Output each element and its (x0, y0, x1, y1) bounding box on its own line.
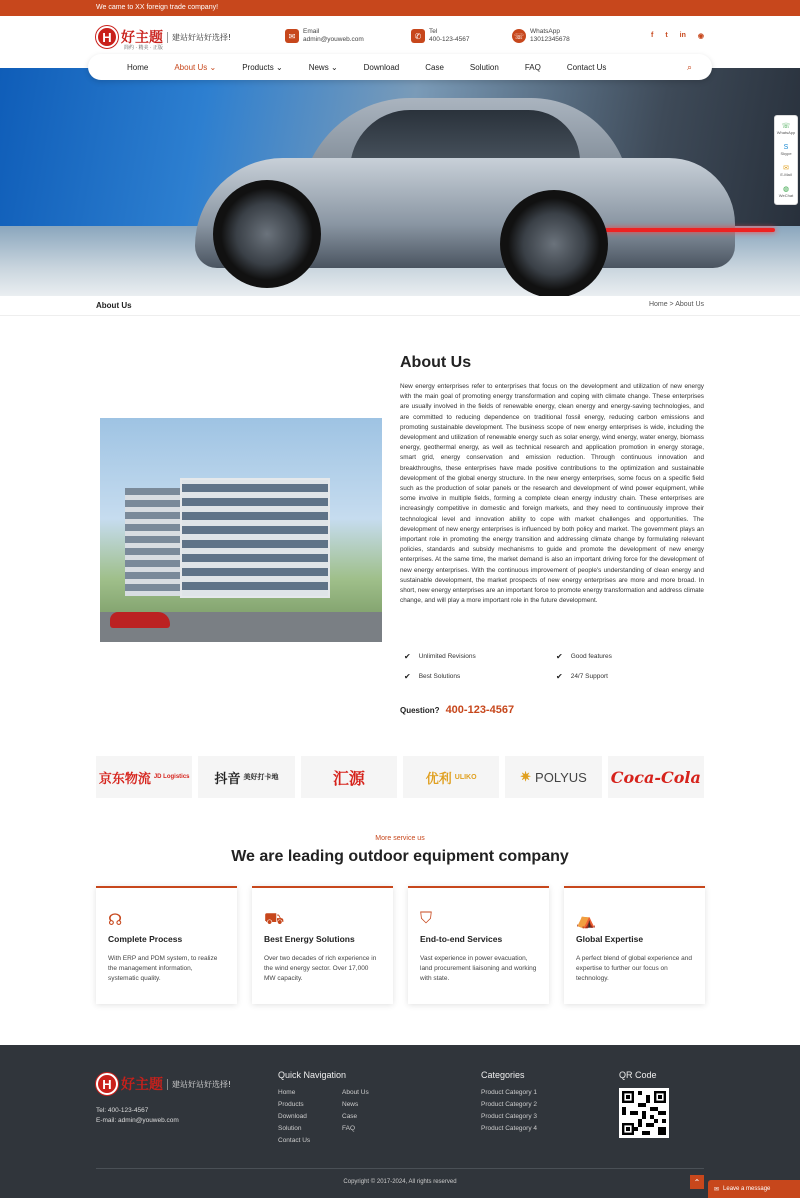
partner-logo[interactable]: Coca-Cola (608, 756, 704, 798)
partner-logo[interactable]: 抖音 美好打卡地 (198, 756, 294, 798)
back-to-top-button[interactable]: ⌃ (690, 1175, 704, 1189)
welcome-bar (0, 0, 800, 16)
logo-chinese-name: 好主题 (121, 1077, 163, 1093)
mail-icon: ✉ (285, 29, 299, 43)
footer-link[interactable]: Case (342, 1113, 358, 1120)
service-card-title: Complete Process (108, 934, 183, 944)
welcome-text: We came to XX foreign trade company! (96, 4, 219, 11)
partner-logo[interactable]: 汇源 (301, 756, 397, 798)
logo-badge: H (96, 26, 118, 48)
about-heading: About Us (400, 354, 472, 371)
social-links (651, 32, 704, 40)
check-icon: ✔ (404, 672, 411, 681)
service-card[interactable] (252, 886, 393, 1004)
contact-tel[interactable] (411, 28, 469, 44)
logo-subtitle: 简约 · 精美 · 正版 (124, 45, 163, 51)
contact-label: WhatsApp (530, 28, 560, 35)
service-card-desc: With ERP and PDM system, to realize the management information, systematic quality. (108, 955, 218, 982)
category-link[interactable]: Product Category 3 (481, 1113, 538, 1120)
categories-title: Categories (481, 1070, 525, 1080)
partner-logo[interactable]: ✷ POLYUS (505, 756, 601, 798)
twitter-icon[interactable]: t (665, 32, 668, 39)
question-line (400, 704, 514, 716)
footer-email[interactable]: E-mail: admin@youweb.com (96, 1117, 179, 1124)
qr-code-pattern (622, 1091, 666, 1135)
float-whatsapp[interactable]: ☏ WhatsApp (776, 123, 796, 135)
float-skype[interactable]: S Skype (780, 143, 792, 156)
contact-value: admin@youweb.com (303, 36, 364, 43)
whatsapp-icon: ☏ (512, 29, 526, 43)
red-car (110, 612, 170, 628)
logo-slogan: 建站好站好选择! (167, 1079, 231, 1090)
float-email[interactable]: ✉ E-Mail (780, 165, 792, 177)
about-body: New energy enterprises refer to enterprises that focus on the development and utilization of new energy with the main goal of promoting energy transformation and coping with climate change. These enterprises are usually involved in the fields of renewable energy, clean energy and energy-saving technologies, and are committed to reducing dependence on traditional fossil energy, reducing carbon emissions and promoting sustainable development. The business scope of new energy enterprises is wide, including the development and utilization of renewable energy such as solar energy, wind energy, water energy, biomass energy, geothermal energy, as well as technical research and application promotion in energy storage, smart grid, energy conservation and emission reduction. Through continuous innovation and breakthroughs, these enterprises have made positive contributions to the optimization and sustainable development of the global energy structure. In the new energy enterprises, some focus on a specific field such as the production of solar panels or the research and development of wind power equipment, while some involve in multiple fields, forming a complete clean energy industry chain. These enterprises are increasingly competitive in domestic and foreign markets, and they need to continuously improve their technological level and innovation ability to cope with market challenges and opportunities. The development of new energy enterprises is influenced by both policy and market. The government plays an important role in promoting the energy transition and addressing climate change by formulating relevant policies, standards and subsidy mechanisms to guide and promote the development of new energy enterprises. At the same time, the market demand is also an important driving force for the development of new energy enterprises. With the continuous improvement of people's understanding of clean energy and sustainable development, the market prospects of new energy enterprises are more and more broad. In short, new energy enterprises are an important force to promote energy transformation and address climate change, and will play a more important role in the future development. (400, 383, 704, 605)
service-card-desc: Over two decades of rich experience in the wind energy sector. Over 17,000 MW capacity. (264, 955, 377, 982)
nav-products[interactable]: Products ⌄ (242, 62, 283, 72)
footer-link[interactable]: Solution (278, 1125, 302, 1132)
nav-case[interactable]: Case (425, 62, 444, 72)
breadcrumb-bar (0, 296, 800, 316)
contact-label: Email (303, 28, 320, 35)
leave-message-label: Leave a message (723, 1186, 771, 1192)
page-title: About Us (96, 301, 132, 310)
chevron-down-icon: ⌄ (209, 62, 217, 72)
nav-contact-us[interactable]: Contact Us (566, 62, 607, 72)
company-building-image (100, 418, 382, 642)
quick-nav-col1 (278, 1087, 310, 1147)
services-title: We are leading outdoor equipment company (231, 848, 569, 865)
shield-icon: ⛉ (420, 910, 433, 927)
category-link[interactable]: Product Category 4 (481, 1125, 538, 1132)
qr-code (619, 1088, 669, 1138)
linkedin-icon[interactable]: in (679, 32, 686, 39)
copyright: Copyright © 2017-2024, All rights reserved (343, 1179, 457, 1185)
footer-link[interactable]: Contact Us (278, 1137, 311, 1144)
service-card[interactable] (408, 886, 549, 1004)
nav-home[interactable]: Home (127, 62, 149, 72)
nav-solution[interactable]: Solution (469, 62, 499, 72)
contact-email[interactable] (285, 28, 364, 44)
footer-divider (96, 1168, 704, 1169)
headset-icon: ☊ (108, 912, 123, 929)
nav-faq[interactable]: FAQ (524, 62, 541, 72)
logo-badge: H (96, 1073, 118, 1095)
partner-logos (96, 756, 704, 798)
footer-contact (96, 1106, 179, 1126)
contact-label: Tel (429, 28, 438, 35)
truck-icon: ⛟ (264, 911, 285, 928)
nav-news[interactable]: News ⌄ (308, 62, 338, 72)
polyus-star-icon: ✷ (520, 769, 532, 784)
nav-download[interactable]: Download (363, 62, 400, 72)
service-card-title: Best Energy Solutions (264, 934, 355, 944)
question-phone[interactable]: 400-123-4567 (445, 704, 515, 716)
car-front-wheel (213, 180, 321, 288)
whatsapp-icon: ☏ (781, 123, 791, 130)
footer-link[interactable]: Download (278, 1113, 307, 1120)
feature-item: ✔ 24/7 Support (556, 672, 608, 681)
footer (0, 1045, 800, 1198)
rss-icon[interactable]: ◉ (697, 33, 704, 40)
logo-chinese-name: 好主题 (121, 30, 163, 46)
service-card-desc: A perfect blend of global experience and expertise to further our focus on technology. (576, 955, 693, 982)
service-card-desc: Vast experience in power evacuation, land procurement liaisoning and working with state. (420, 955, 537, 982)
question-label: Question? (400, 706, 440, 715)
footer-link[interactable]: About Us (342, 1089, 369, 1096)
service-card-title: End-to-end Services (420, 934, 503, 944)
service-card[interactable] (564, 886, 705, 1004)
toolbox-icon: ⛺ (576, 912, 596, 929)
feature-item: ✔ Good features (556, 652, 612, 661)
qr-title: QR Code (619, 1070, 657, 1080)
service-card[interactable] (96, 886, 237, 1004)
quick-nav-col2 (342, 1087, 369, 1135)
wechat-icon: ◍ (782, 186, 790, 193)
category-link[interactable]: Product Category 1 (481, 1089, 538, 1096)
partner-logo[interactable]: 京东物流 JD Logistics (96, 756, 192, 798)
feature-item: ✔ Unlimited Revisions (404, 652, 476, 661)
contact-value: 13012345678 (530, 36, 570, 43)
category-link[interactable]: Product Category 2 (481, 1101, 538, 1108)
facebook-icon[interactable]: f (650, 32, 654, 39)
footer-link[interactable]: FAQ (342, 1125, 356, 1132)
footer-link[interactable]: Products (278, 1101, 304, 1108)
footer-link[interactable]: Home (278, 1089, 296, 1096)
car-taillight (605, 228, 775, 232)
feature-item: ✔ Best Solutions (404, 672, 461, 681)
hero-banner (0, 68, 800, 296)
search-icon[interactable]: ⌕ (686, 62, 692, 72)
phone-icon: ✆ (411, 29, 425, 43)
service-card-title: Global Expertise (576, 934, 644, 944)
categories-list (481, 1087, 537, 1135)
chevron-down-icon: ⌄ (330, 62, 338, 72)
footer-tel[interactable]: Tel: 400-123-4567 (96, 1107, 149, 1114)
leave-message-button[interactable] (708, 1180, 800, 1198)
footer-link[interactable]: News (342, 1101, 359, 1108)
main-nav (88, 54, 712, 80)
mail-icon: ✉ (783, 165, 789, 172)
check-icon: ✔ (404, 652, 411, 661)
contact-whatsapp[interactable] (512, 28, 570, 44)
car-rear-wheel (500, 190, 608, 296)
check-icon: ✔ (556, 652, 563, 661)
floating-contact-bar (774, 115, 798, 205)
check-icon: ✔ (556, 672, 563, 681)
logo-slogan: 建站好站好选择! (167, 32, 231, 43)
quick-nav-title: Quick Navigation (278, 1070, 347, 1080)
building-side (125, 488, 185, 596)
contact-value: 400-123-4567 (429, 36, 470, 43)
breadcrumb[interactable]: Home > About Us (648, 301, 704, 308)
chat-icon: ✉ (714, 1186, 720, 1193)
building-main (180, 478, 330, 598)
logo[interactable] (96, 26, 232, 51)
services-tag: More service us (375, 835, 425, 842)
footer-logo[interactable] (96, 1073, 231, 1095)
skype-icon: S (783, 143, 789, 151)
float-wechat[interactable]: ◍ WeChat (778, 186, 794, 198)
partner-logo[interactable]: 优利 ULIKO (403, 756, 499, 798)
nav-about-us[interactable]: About Us ⌄ (174, 62, 217, 72)
chevron-down-icon: ⌄ (276, 62, 283, 72)
